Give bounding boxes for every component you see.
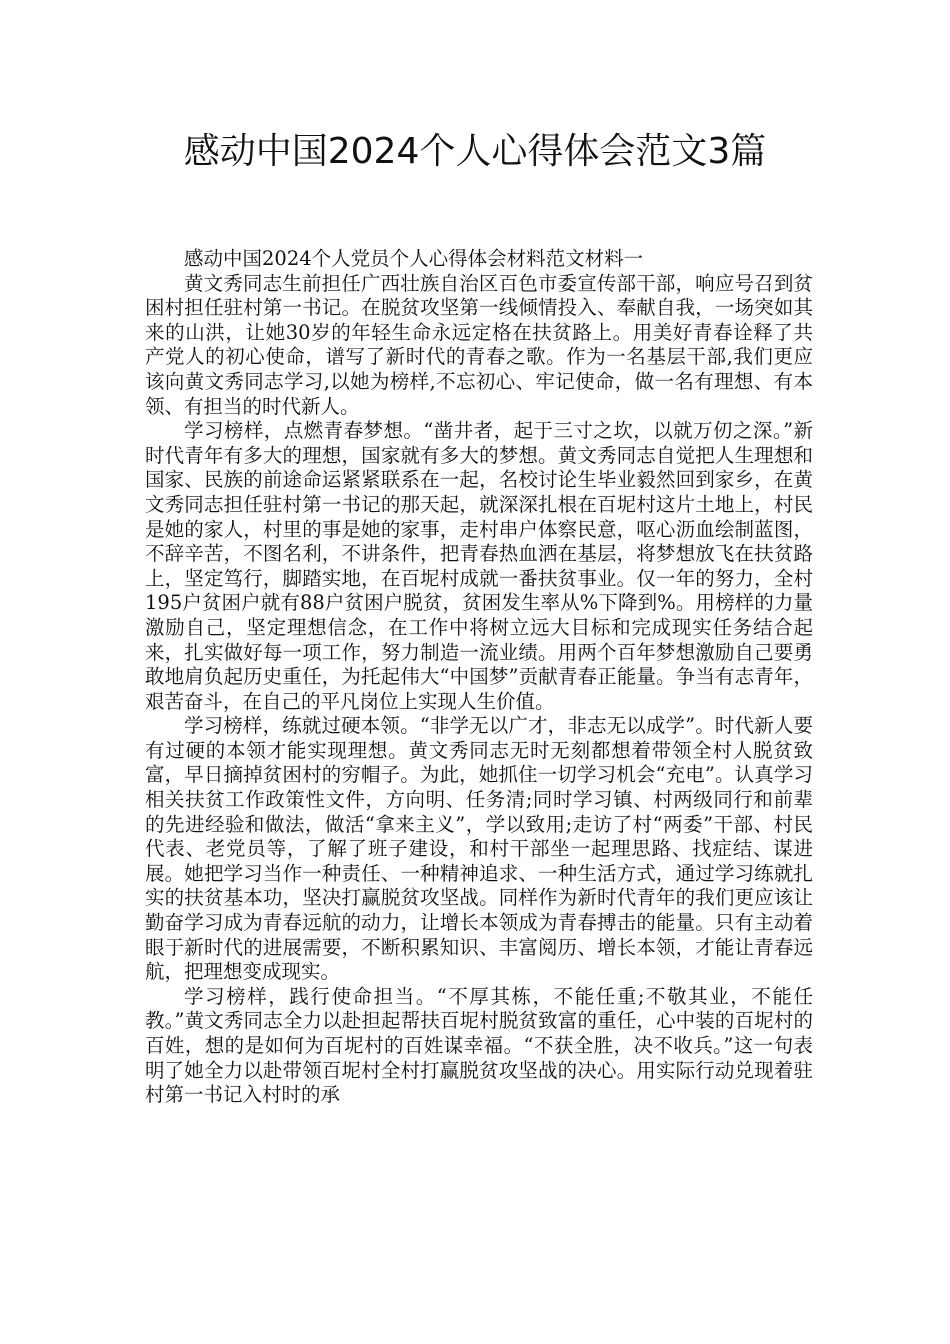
document-title: 感动中国2024个人心得体会范文3篇 — [183, 131, 767, 172]
paragraph: 学习榜样，点燃青春梦想。“凿井者，起于三寸之坎，以就万仞之深。”新时代青年有多大的理想，国家就有多大的梦想。黄文秀同志自觉把人生理想和国家、民族的前途命运紧紧联系在一起，名校讨论生毕业毅然回到家乡，在黄文秀同志担任驻村第一书记的那天起，就深深扎根在百坭村这片土地上，村民是她的家人，村里的事是她的家事，走村串户体察民意，呕心沥血绘制蓝图，不辞辛苦，不图名利，不讲条件，把青春热血洒在基层，将梦想放飞在扶贫路上，坚定笃行，脚踏实地，在百坭村成就一番扶贫事业。仅一年的努力，全村195户贫困户就有88户贫困户脱贫，贫困发生率从%下降到%。用榜样的力量激励自己，坚定理想信念，在工作中将树立远大目标和完成现实任务结合起来，扎实做好每一项工作，努力制造一流业绩。用两个百年梦想激励自己要勇敢地肩负起历史重任，为托起伟大“中国梦”贡献青春正能量。争当有志青年，艰苦奋斗，在自己的平凡岗位上实现人生价值。 — [145, 419, 813, 713]
document-body — [145, 247, 813, 1108]
paragraph: 学习榜样，练就过硬本领。“非学无以广才，非志无以成学”。时代新人要有过硬的本领才能实现理想。黄文秀同志无时无刻都想着带领全村人脱贫致富，早日摘掉贫困村的穷帽子。为此，她抓住一切学习机会“充电”。认真学习相关扶贫工作政策性文件，方向明、任务清;同时学习镇、村两级同行和前辈的先进经验和做法，做活“拿来主义”，学以致用;走访了村“两委”干部、村民代表、老党员等，了解了班子建设，和村干部坐一起理思路、找症结、谋进展。她把学习当作一种责任、一种精神追求、一种生活方式，通过学习练就扎实的扶贫基本功，坚决打赢脱贫攻坚战。同样作为新时代青年的我们更应该让勤奋学习成为青春远航的动力，让增长本领成为青春搏击的能量。只有主动着眼于新时代的进展需要，不断积累知识、丰富阅历、增长本领，才能让青春远航，把理想变成现实。 — [145, 714, 813, 984]
paragraph: 黄文秀同志生前担任广西壮族自治区百色市委宣传部干部，响应号召到贫困村担任驻村第一书记。在脱贫攻坚第一线倾情投入、奉献自我，一场突如其来的山洪，让她30岁的年轻生命永远定格在扶贫路上。用美好青春诠释了共产党人的初心使命，谱写了新时代的青春之歌。作为一名基层干部,我们更应该向黄文秀同志学习,以她为榜样,不忘初心、牢记使命，做一名有理想、有本领、有担当的时代新人。 — [145, 271, 813, 418]
paragraph: 学习榜样，践行使命担当。“不厚其栋，不能任重;不敬其业，不能任教。”黄文秀同志全力以赴担起帮扶百坭村脱贫致富的重任，心中装的百坭村的百姓，想的是如何为百坭村的百姓谋幸福。“不获全胜，决不收兵。”这一句表明了她全力以赴带领百坭村全村打赢脱贫攻坚战的决心。用实际行动兑现着驻村第一书记入村时的承 — [145, 984, 813, 1107]
paragraph-subtitle: 感动中国2024个人党员个人心得体会材料范文材料一 — [184, 247, 644, 270]
